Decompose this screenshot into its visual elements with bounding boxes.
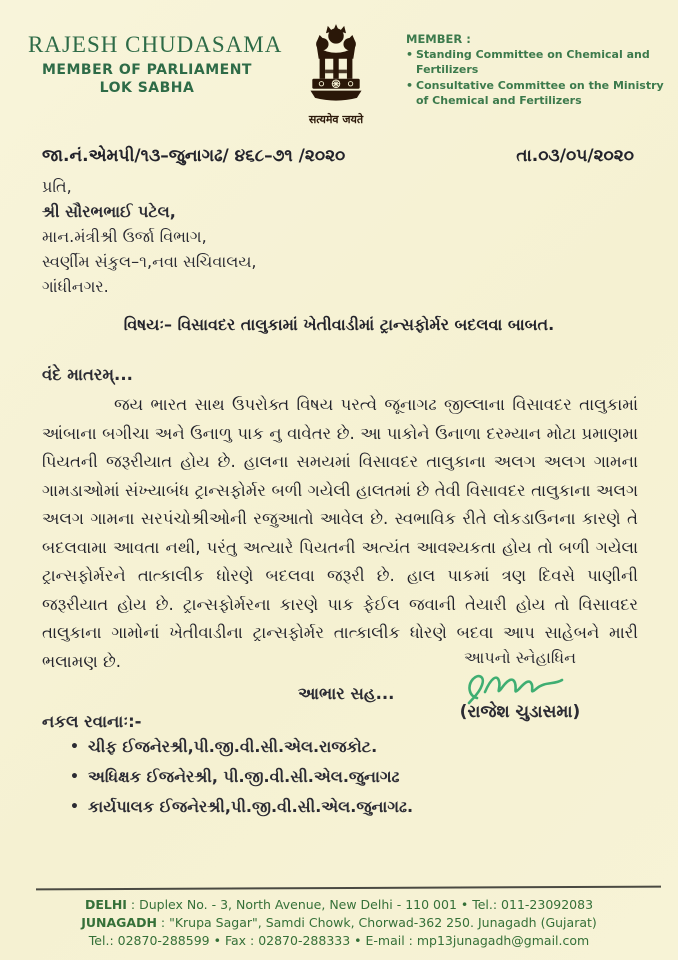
cc-heading: નકલ રવાનાઃ:-	[42, 712, 142, 731]
sender-name: RAJESH CHUDASAMA	[28, 32, 283, 57]
footer-delhi-label: DELHI	[84, 897, 127, 912]
cc-block	[42, 712, 413, 822]
cc-item	[70, 762, 413, 792]
bullet-icon: •	[70, 769, 79, 785]
ashoka-emblem-icon	[295, 22, 377, 110]
footer-junagadh-line	[0, 914, 678, 932]
memberships-heading: MEMBER :	[406, 32, 471, 46]
footer-junagadh-label: JUNAGADH	[81, 915, 157, 930]
letterhead	[0, 0, 678, 128]
sender-title: MEMBER OF PARLIAMENT	[42, 62, 252, 78]
footer-delhi-text: : Duplex No. - 3, North Avenue, New Delhi - 110 001 • Tel.: 011-23092083	[126, 897, 594, 912]
greeting-line: વંદે માતરમ્...	[42, 365, 133, 384]
recipient-name: શ્રી સૌરભભાઈ પટેલ,	[42, 202, 176, 221]
cc-item-text: અધિક્ષક ઈજનેરશ્રી, પી.જી.વી.સી.એલ.જુનાગઢ	[88, 767, 400, 786]
membership-item	[406, 48, 664, 77]
thanks-line: આભાર સહ...	[298, 684, 395, 703]
footer-delhi-line	[0, 896, 678, 914]
bullet-icon: •	[406, 79, 414, 92]
bullet-icon: •	[406, 48, 414, 61]
subject-line: વિષયઃ– વિસાવદર તાલુકામાં ખેતીવાડીમાં ટ્રાન્સફોર્મર બદલવા બાબત.	[123, 315, 555, 334]
regards-line: આપનો સ્નેહાધિન	[463, 648, 576, 667]
sender-house: LOK SABHA	[99, 80, 195, 96]
membership-item	[406, 79, 664, 108]
recipient-line: માન.મંત્રીશ્રી ઉર્જા વિભાગ,	[42, 227, 207, 246]
cc-item	[70, 792, 413, 822]
recipient-block	[0, 174, 678, 299]
bullet-icon: •	[70, 799, 79, 815]
national-emblem	[281, 20, 391, 128]
footer-contact-line: Tel.: 02870-288599 • Fax : 02870-288333 • E-mail : mp13junagadh@gmail.com	[88, 933, 590, 948]
letter-body: જય ભારત સાથ ઉપરોક્ત વિષય પરત્વે જૂનાગઢ જીલ્લાના વિસાવદર તાલુકામાં આંબાના બગીચા અને ઉનાળુ પાક નુ વાવેતર છે. આ પાકોને ઉનાળા દરમ્યાન મોટા પ્રમાણમા પિયતની જરૂરીયાત હોય છે. હાલના સમયમાં વિસાવદર તાલુકાના અલગ અલગ ગામના ગામડાઓમાં સંખ્યાબંધ ટ્રાન્સફોર્મર બળી ગયેલી હાલતમાં છે તેવી વિસાવદર તાલુકાના અલગ અલગ ગામના સરપંચોશ્રીઓની રજુઆતો આવેલ છે. સ્વભાવિક રીતે લોકડાઉનના કારણે તે બદલવામા આવતા નથી, પરંતુ અત્યારે પિયતની અત્યંત આવશ્યકતા હોય તો બળી ગયેલા ટ્રાન્સફોર્મરને તાત્કાલીક ધોરણે બદલવા જરૂરી છે. હાલ પાકમાં ત્રણ દિવસે પાણીની જરૂરીયાત હોય છે. ટ્રાન્સફોર્મરના કારણે પાક ફેઈલ જવાની તેયારી હોય તો વિસાવદર તાલુકાના ગામોનાં ખેતીવાડીના ટ્રાન્સફોર્મર તાત્કાલીક ધોરણે બદવા આપ સાહેબને મારી ભલામણ છે.	[42, 395, 638, 671]
membership-text: Standing Committee on Chemical and Fertilizers	[416, 48, 650, 76]
memberships-block	[406, 20, 664, 128]
signer-name: (રાજેશ ચુડાસમા)	[459, 702, 581, 722]
sender-identity	[28, 20, 283, 128]
footer-junagadh-text: : "Krupa Sagar", Samdi Chowk, Chorwad-362 250. Junagadh (Gujarat)	[156, 915, 597, 930]
cc-item	[70, 732, 413, 762]
cc-item-text: કાર્યપાલક ઈજનેરશ્રી,પી.જી.વી.સી.એલ.જુનાગઢ.	[88, 797, 414, 816]
recipient-line: સ્વર્ણીમ સંકુલ–૧,નવા સચિવાલય,	[42, 252, 257, 271]
cc-item-text: ચીફ ઈજનેરશ્રી,પી.જી.વી.સી.એલ.રાજકોટ.	[88, 737, 378, 756]
footer-divider	[36, 886, 661, 891]
reference-number: જા.નં.એમપી/૧૩–જુનાગઢ/ ૪૬૮–૭૧ /૨૦૨૦	[42, 146, 346, 166]
signature-block	[420, 648, 620, 722]
membership-text: Consultative Committee on the Ministry of Chemical and Fertilizers	[416, 79, 664, 107]
footer-block	[0, 887, 678, 960]
recipient-salutation: પ્રતિ,	[42, 177, 72, 196]
letter-date: તા.૦૩/૦૫/૨૦૨૦	[516, 146, 634, 166]
recipient-line: ગાંધીનગર.	[42, 277, 109, 296]
bullet-icon: •	[70, 739, 79, 755]
emblem-motto: सत्यमेव जयते	[308, 113, 364, 126]
reference-row	[0, 146, 678, 166]
